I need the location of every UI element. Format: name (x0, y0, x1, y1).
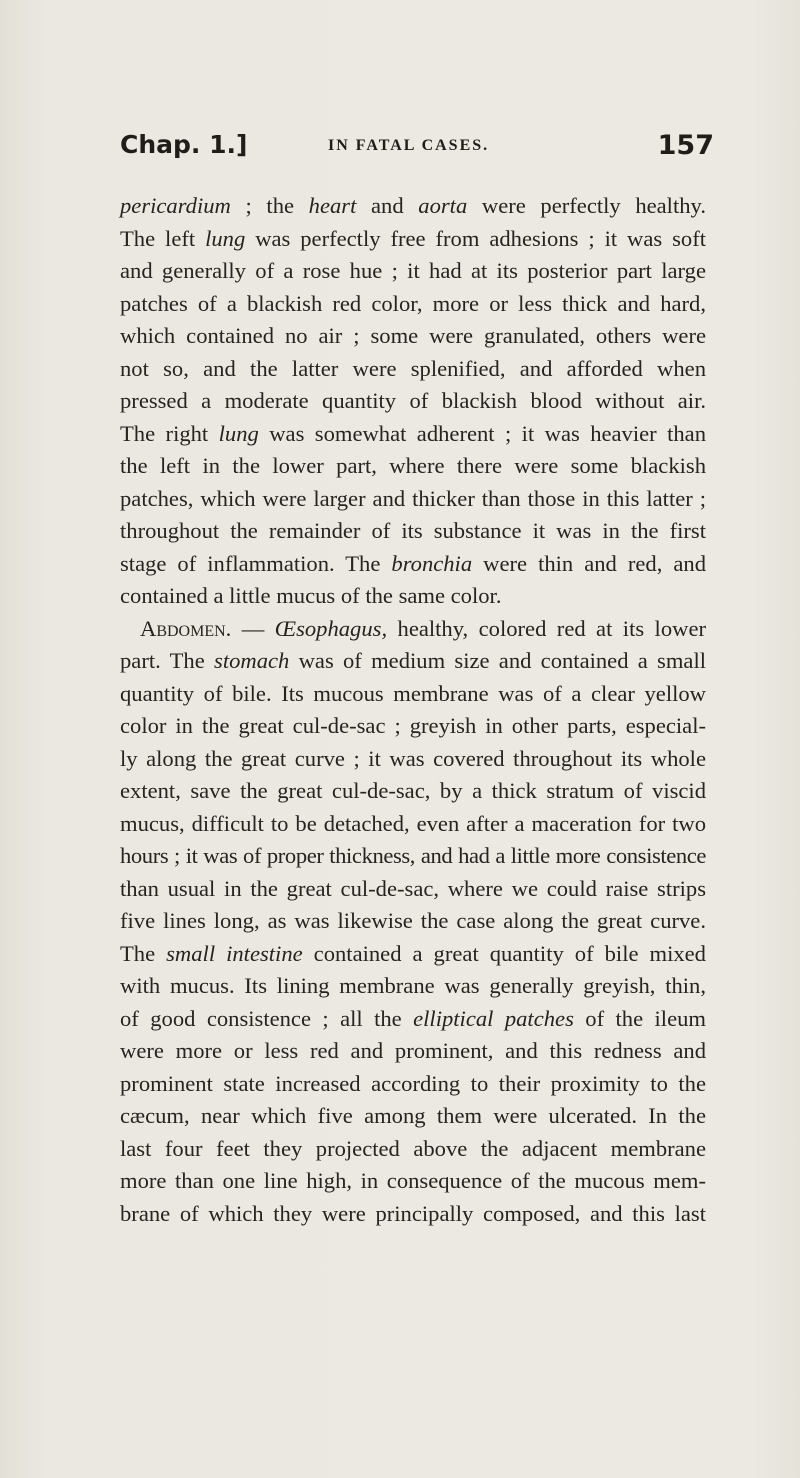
text-line: throughout the remainder of its substance it was in the first (120, 518, 706, 543)
text-line: pericardium ; the heart and aorta were perfectly healthy. (120, 193, 707, 218)
text-line: last four feet they projected above the adjacent membrane (120, 1135, 706, 1161)
text-line: more than one line high, in consequence of the mucous mem- (120, 1168, 706, 1193)
text-line: quantity of bile. Its mucous membrane was of a clear yellow (120, 680, 706, 706)
text-line: patches, which were larger and thicker than those in this latter ; (120, 485, 706, 511)
text-line: and generally of a rose hue ; it had at its posterior part large (120, 258, 706, 283)
text-line: pressed a moderate quantity of blackish blood without air. (120, 388, 706, 413)
text-line: than usual in the great cul-de-sac, where we could raise strips (120, 875, 706, 901)
text-line: color in the great cul-de-sac ; greyish in other parts, especial- (120, 713, 706, 738)
running-header (120, 130, 714, 170)
text-line: brane of which they were principally composed, and this last (120, 1200, 706, 1226)
chapter-label: Chap. 1.] (120, 130, 248, 159)
text-line: hours ; it was of proper thickness, and had a little more consistence (120, 843, 706, 868)
text-line: patches of a blackish red color, more or less thick and hard, (120, 290, 706, 316)
text-line: part. The stomach was of medium size and contained a small (120, 648, 707, 673)
text-line: The left lung was perfectly free from adhesions ; it was soft (120, 225, 707, 251)
text-line: prominent state increased according to their proximity to the (120, 1070, 706, 1096)
text-line: mucus, difficult to be detached, even after a maceration for two (120, 810, 706, 836)
text-line: The right lung was somewhat adherent ; it was heavier than (120, 420, 706, 446)
text-line: with mucus. Its lining membrane was generally greyish, thin, (120, 973, 706, 998)
text-line: cæcum, near which five among them were ulcerated. In the (120, 1103, 706, 1128)
text-line: ly along the great curve ; it was covered throughout its whole (120, 745, 706, 771)
body-text (120, 190, 706, 1230)
text-line: five lines long, as was likewise the case along the great curve. (120, 908, 706, 933)
text-line: stage of inflammation. The bronchia were thin and red, and (120, 550, 706, 576)
text-line: not so, and the latter were splenified, and afforded when (120, 355, 706, 381)
text-line: extent, save the great cul-de-sac, by a thick stratum of viscid (120, 778, 706, 803)
text-line: the left in the lower part, where there were some blackish (120, 453, 706, 478)
text-line: The small intestine contained a great quantity of bile mixed (120, 940, 706, 966)
section-heading-line: Abdomen. — Œsophagus, healthy, colored red at its lower (140, 615, 706, 641)
page-number: 157 (657, 130, 714, 161)
text-line: of good consistence ; all the elliptical patches of the ileum (120, 1005, 706, 1031)
text-line: were more or less red and prominent, and this redness and (120, 1038, 706, 1063)
text-line: contained a little mucus of the same color. (120, 583, 502, 608)
running-title: IN FATAL CASES. (328, 137, 490, 154)
text-line: which contained no air ; some were granulated, others were (120, 323, 706, 348)
